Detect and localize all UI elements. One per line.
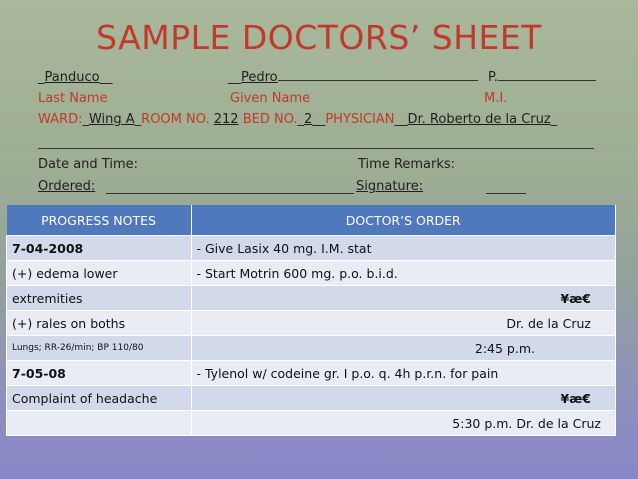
ward-value: Wing A <box>88 112 135 127</box>
order-cell: - Start Motrin 600 mg. p.o. b.i.d. <box>191 261 616 286</box>
note-cell: (+) rales on boths <box>7 311 192 336</box>
doctors-order-header: DOCTOR’S ORDER <box>191 205 616 236</box>
given-name-label: Given Name <box>230 91 311 106</box>
order-cell: - Give Lasix 40 mg. I.M. stat <box>191 236 616 261</box>
note-cell: 7-04-2008 <box>7 236 192 261</box>
ordered-underline <box>106 179 354 194</box>
physician-value: Dr. Roberto de la Cruz <box>407 112 551 127</box>
table-row <box>7 236 616 261</box>
room-label: ROOM NO. <box>141 112 210 127</box>
note-cell: Lungs; RR-26/min; BP 110/80 <box>7 336 192 361</box>
date-time-label: Date and Time: <box>38 157 138 172</box>
table-header-row <box>7 205 616 236</box>
table-row <box>7 286 616 311</box>
order-cell: ¥æ€ <box>191 386 616 411</box>
note-cell: 7-05-08 <box>7 361 192 386</box>
order-cell: Dr. de la Cruz <box>191 311 616 336</box>
table-row <box>7 386 616 411</box>
table-row <box>7 361 616 386</box>
note-cell: Complaint of headache <box>7 386 192 411</box>
last-name-value: Panduco <box>44 70 100 85</box>
order-cell: - Tylenol w/ codeine gr. I p.o. q. 4h p.r.n. for pain <box>191 361 616 386</box>
room-value: 212 <box>213 112 239 127</box>
bed-label: BED NO. <box>242 112 298 127</box>
progress-notes-header: PROGRESS NOTES <box>7 205 192 236</box>
page-title: SAMPLE DOCTORS’ SHEET <box>96 18 542 57</box>
order-cell: 5:30 p.m. Dr. de la Cruz <box>191 411 616 436</box>
physician-label: PHYSICIAN <box>325 112 395 127</box>
order-cell: 2:45 p.m. <box>191 336 616 361</box>
bed-value: 2 <box>304 112 313 127</box>
table-row <box>7 261 616 286</box>
note-cell <box>7 411 192 436</box>
given-name-value: Pedro <box>241 70 278 85</box>
table-row <box>7 311 616 336</box>
divider-line <box>38 148 594 149</box>
note-cell: (+) edema lower <box>7 261 192 286</box>
note-cell: extremities <box>7 286 192 311</box>
ward-line: WARD:_Wing A_ROOM NO. 212 BED NO._2__PHYSICIAN__Dr. Roberto de la Cruz_ <box>38 112 558 127</box>
ward-label: WARD: <box>38 112 83 127</box>
mi-value: P. <box>488 70 498 85</box>
signature-label: Signature: <box>356 179 424 194</box>
table-row <box>7 336 616 361</box>
orders-table <box>6 205 616 436</box>
table-row <box>7 411 616 436</box>
mi-label: M.I. <box>484 91 508 106</box>
time-remarks-label: Time Remarks: <box>358 157 456 172</box>
signature-underline <box>486 179 526 194</box>
ordered-label: Ordered: <box>38 179 96 194</box>
last-name-label: Last Name <box>38 91 108 106</box>
order-cell: ¥æ€ <box>191 286 616 311</box>
